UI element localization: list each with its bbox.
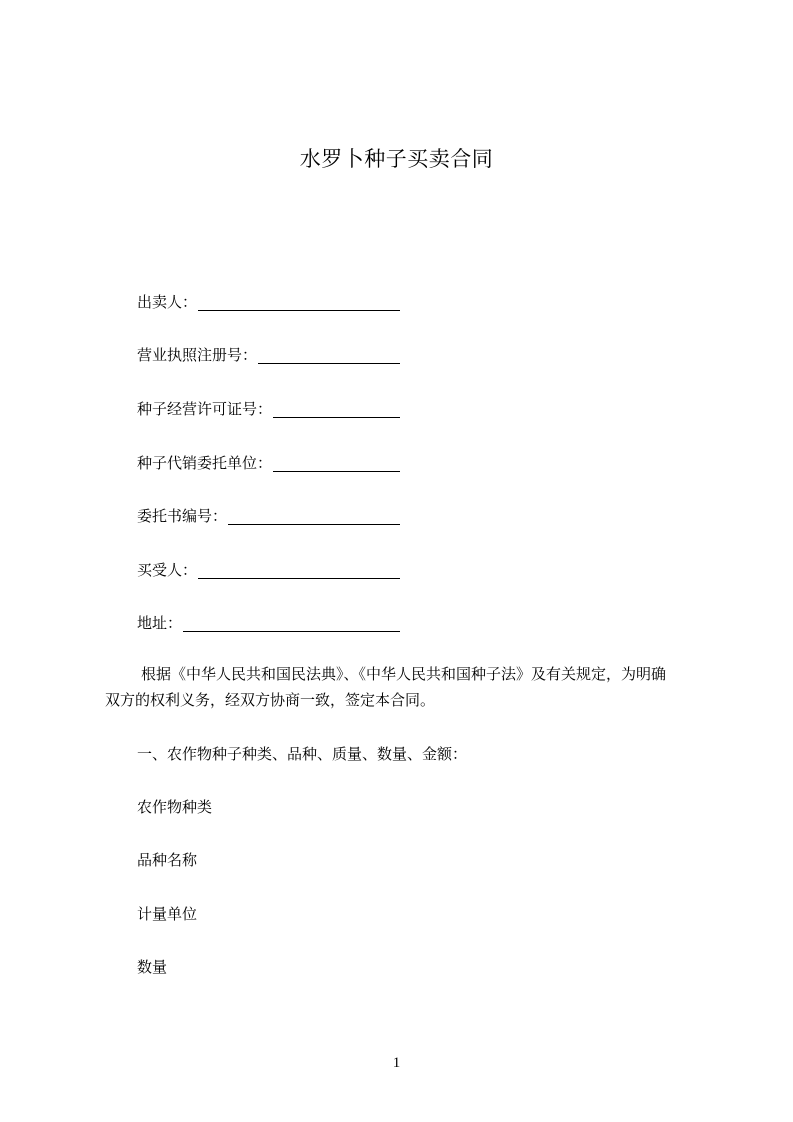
field-authorization-number-blank	[228, 509, 400, 525]
field-seed-permit-blank	[273, 402, 400, 418]
field-authorization-number	[137, 503, 400, 525]
field-consignment-unit-label: 种子代销委托单位：	[137, 454, 273, 472]
item-unit: 计量单位	[137, 905, 198, 923]
item-quantity: 数量	[137, 958, 168, 976]
intro-paragraph-line-1: 根据《中华人民共和国民法典》、《中华人民共和国种子法》及有关规定，为明确	[141, 665, 667, 683]
field-seller	[137, 289, 400, 311]
field-address	[137, 610, 400, 632]
page-number: 1	[392, 1055, 401, 1071]
intro-paragraph-line-2: 双方的权利义务，经双方协商一致，签定本合同。	[105, 691, 436, 709]
field-buyer	[137, 557, 400, 579]
field-address-label: 地址：	[137, 614, 183, 632]
section-heading: 一、农作物种子种类、品种、质量、数量、金额：	[137, 745, 468, 763]
document-title: 水罗卜种子买卖合同	[299, 147, 494, 171]
field-seed-permit	[137, 396, 400, 418]
field-seller-blank	[198, 295, 400, 311]
item-variety-name: 品种名称	[137, 851, 198, 869]
field-business-license-blank	[258, 348, 400, 364]
field-seller-label: 出卖人：	[137, 293, 198, 311]
field-address-blank	[183, 616, 400, 632]
field-business-license-label: 营业执照注册号：	[137, 346, 258, 364]
field-consignment-unit	[137, 450, 400, 472]
field-buyer-label: 买受人：	[137, 561, 198, 579]
field-seed-permit-label: 种子经营许可证号：	[137, 400, 273, 418]
field-business-license	[137, 342, 400, 364]
field-consignment-unit-blank	[273, 456, 400, 472]
item-crop-type: 农作物种类	[137, 798, 213, 816]
field-authorization-number-label: 委托书编号：	[137, 507, 228, 525]
field-buyer-blank	[198, 563, 400, 579]
